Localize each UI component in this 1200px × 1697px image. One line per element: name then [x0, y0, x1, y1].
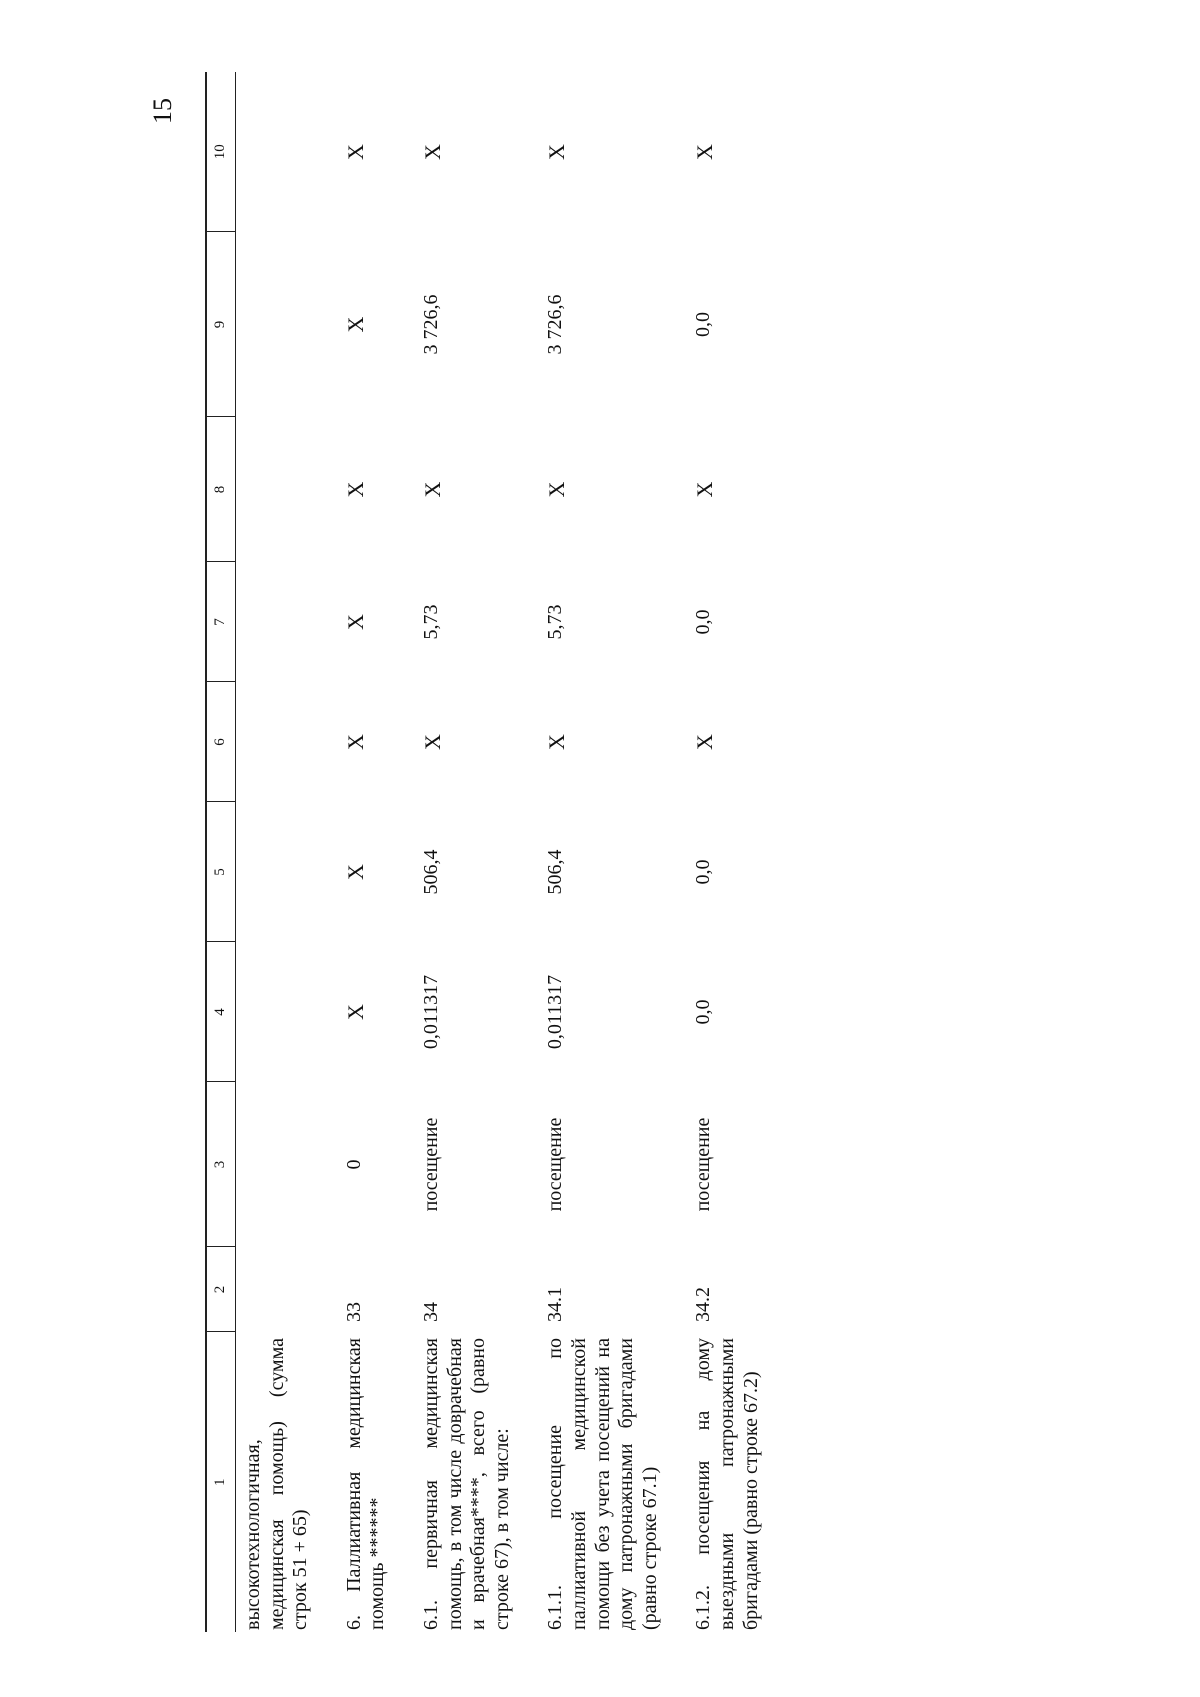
row-value-8: X — [342, 481, 368, 498]
table-row — [236, 72, 337, 1632]
page-number: 15 — [148, 98, 177, 124]
row-name: 6.1.2. посещения на дому выездными патронажными бригадами (равно строке 67.2) — [692, 1338, 762, 1630]
row-value-8 — [236, 417, 337, 562]
column-header: 7 — [206, 562, 236, 682]
column-number-row — [206, 72, 236, 1632]
column-header: 9 — [206, 232, 236, 417]
row-value-9 — [236, 232, 337, 417]
row-value-4: X — [342, 1004, 368, 1020]
row-value-6: X — [419, 734, 445, 750]
row-value-6: X — [692, 734, 718, 750]
column-header: 3 — [206, 1082, 236, 1247]
row-value-10 — [236, 72, 337, 232]
row-value-9: 3 726,6 — [544, 294, 567, 355]
row-unit: посещение — [419, 1117, 442, 1212]
row-value-9: 0,0 — [692, 312, 715, 337]
row-line-number: 34.2 — [692, 1287, 715, 1322]
row-value-8: X — [692, 481, 718, 498]
row-value-8: X — [544, 481, 570, 498]
row-value-9: X — [342, 316, 368, 333]
row-line-number — [236, 1247, 337, 1332]
table-row — [686, 72, 787, 1632]
row-value-7 — [236, 562, 337, 682]
row-value-5 — [236, 802, 337, 942]
row-value-5: 506,4 — [419, 849, 442, 895]
row-value-5: 506,4 — [544, 849, 567, 895]
row-value-5: 0,0 — [692, 859, 715, 885]
row-value-6 — [236, 682, 337, 802]
row-value-7: 5,73 — [544, 604, 567, 640]
rotated-table-container — [205, 72, 965, 1632]
column-header: 4 — [206, 942, 236, 1082]
row-value-4: 0,011317 — [544, 974, 567, 1050]
row-value-6: X — [342, 734, 368, 750]
row-value-6: X — [544, 734, 570, 750]
column-header: 6 — [206, 682, 236, 802]
row-line-number: 34.1 — [544, 1287, 567, 1322]
row-unit — [236, 1082, 337, 1247]
column-header: 10 — [206, 72, 236, 232]
row-value-7: 0,0 — [692, 609, 715, 635]
row-name: 6.1. первичная медицинская помощь, в том числе доврачебная и врачебная****, всего (равно строке 67), в том числе: — [419, 1338, 513, 1630]
row-value-9: 3 726,6 — [419, 294, 442, 355]
table-row — [538, 72, 686, 1632]
row-unit: 0 — [342, 1159, 365, 1170]
row-value-4 — [236, 942, 337, 1082]
row-unit: посещение — [692, 1117, 715, 1212]
row-name: высокотехнологичная, медицинская помощь) (сумма строк 51 + 65) — [242, 1338, 312, 1630]
row-value-10: X — [544, 144, 570, 160]
row-value-10: X — [342, 144, 368, 160]
row-value-7: X — [342, 614, 368, 630]
column-header: 1 — [206, 1332, 236, 1632]
row-line-number: 33 — [342, 1302, 365, 1322]
row-value-10: X — [419, 144, 445, 160]
row-unit: посещение — [544, 1117, 567, 1212]
row-line-number: 34 — [419, 1302, 442, 1322]
column-header: 5 — [206, 802, 236, 942]
row-name: 6. Паллиативная медицинская помощь ****** — [342, 1338, 389, 1630]
row-value-10: X — [692, 144, 718, 160]
row-value-5: X — [342, 864, 368, 880]
table-row — [414, 72, 538, 1632]
row-name: 6.1.1. посещение по паллиативной медицинской помощи без учета посещений на дому патронажными бригадами (равно строке 67.1) — [544, 1338, 661, 1630]
column-header: 8 — [206, 417, 236, 562]
row-value-7: 5,73 — [419, 604, 442, 640]
table-row — [337, 72, 414, 1632]
row-value-4: 0,0 — [692, 999, 715, 1025]
column-header: 2 — [206, 1247, 236, 1332]
data-table — [205, 72, 787, 1632]
row-value-4: 0,011317 — [419, 974, 442, 1050]
row-value-8: X — [419, 481, 445, 498]
